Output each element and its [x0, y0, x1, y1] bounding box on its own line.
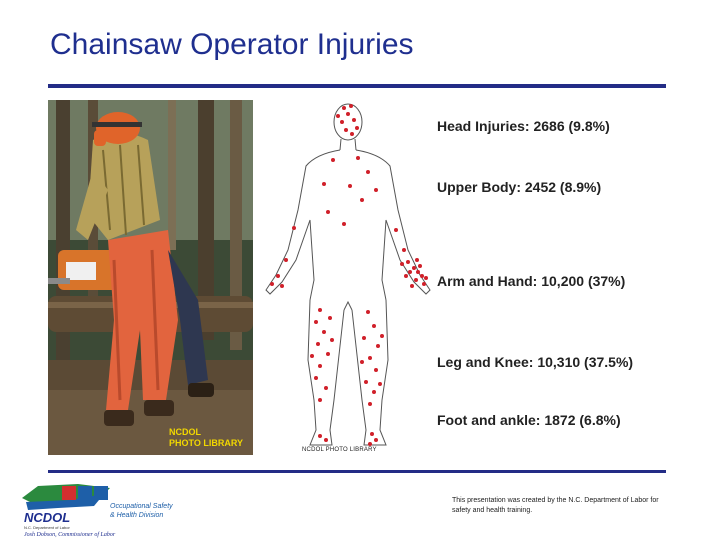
footer-divider	[48, 470, 666, 473]
figure-credit: NCDOL PHOTO LIBRARY	[302, 447, 377, 453]
logo-division-line2: & Health Division	[110, 512, 164, 519]
footer-note: This presentation was created by the N.C. Department of Labor for safety and health training.	[452, 497, 659, 514]
operator-photo-illustration	[48, 100, 253, 455]
logo-dept: N.C. Department of Labor	[24, 525, 70, 530]
head-outline	[334, 104, 362, 140]
injury-label-arm-hand: Arm and Hand: 10,200 (37%)	[437, 273, 626, 289]
logo-acronym: NCDOL	[24, 510, 71, 525]
logo-commissioner: Josh Dobson, Commissioner of Labor	[24, 532, 116, 538]
logo-division-line1: Occupational Safety	[110, 503, 173, 510]
chainsaw-operator-photo	[48, 100, 253, 455]
injury-label-foot-ankle: Foot and ankle: 1872 (6.8%)	[437, 412, 621, 428]
body-outline-svg	[258, 100, 433, 462]
photo-credit-line1: NCDOL	[169, 427, 201, 437]
injury-label-head: Head Injuries: 2686 (9.8%)	[437, 118, 610, 134]
injury-dots	[270, 104, 428, 446]
ncdol-logo-svg	[18, 478, 188, 538]
photo-credit-line2: PHOTO LIBRARY	[169, 438, 244, 448]
ncdol-logo	[18, 478, 188, 538]
body-injury-diagram	[258, 100, 433, 462]
slide-title: Chainsaw Operator Injuries	[50, 28, 414, 61]
injury-label-leg-knee: Leg and Knee: 10,310 (37.5%)	[437, 354, 634, 370]
title-divider	[48, 84, 666, 88]
injury-label-upper-body: Upper Body: 2452 (8.9%)	[437, 179, 602, 195]
photo-credit	[169, 427, 249, 449]
